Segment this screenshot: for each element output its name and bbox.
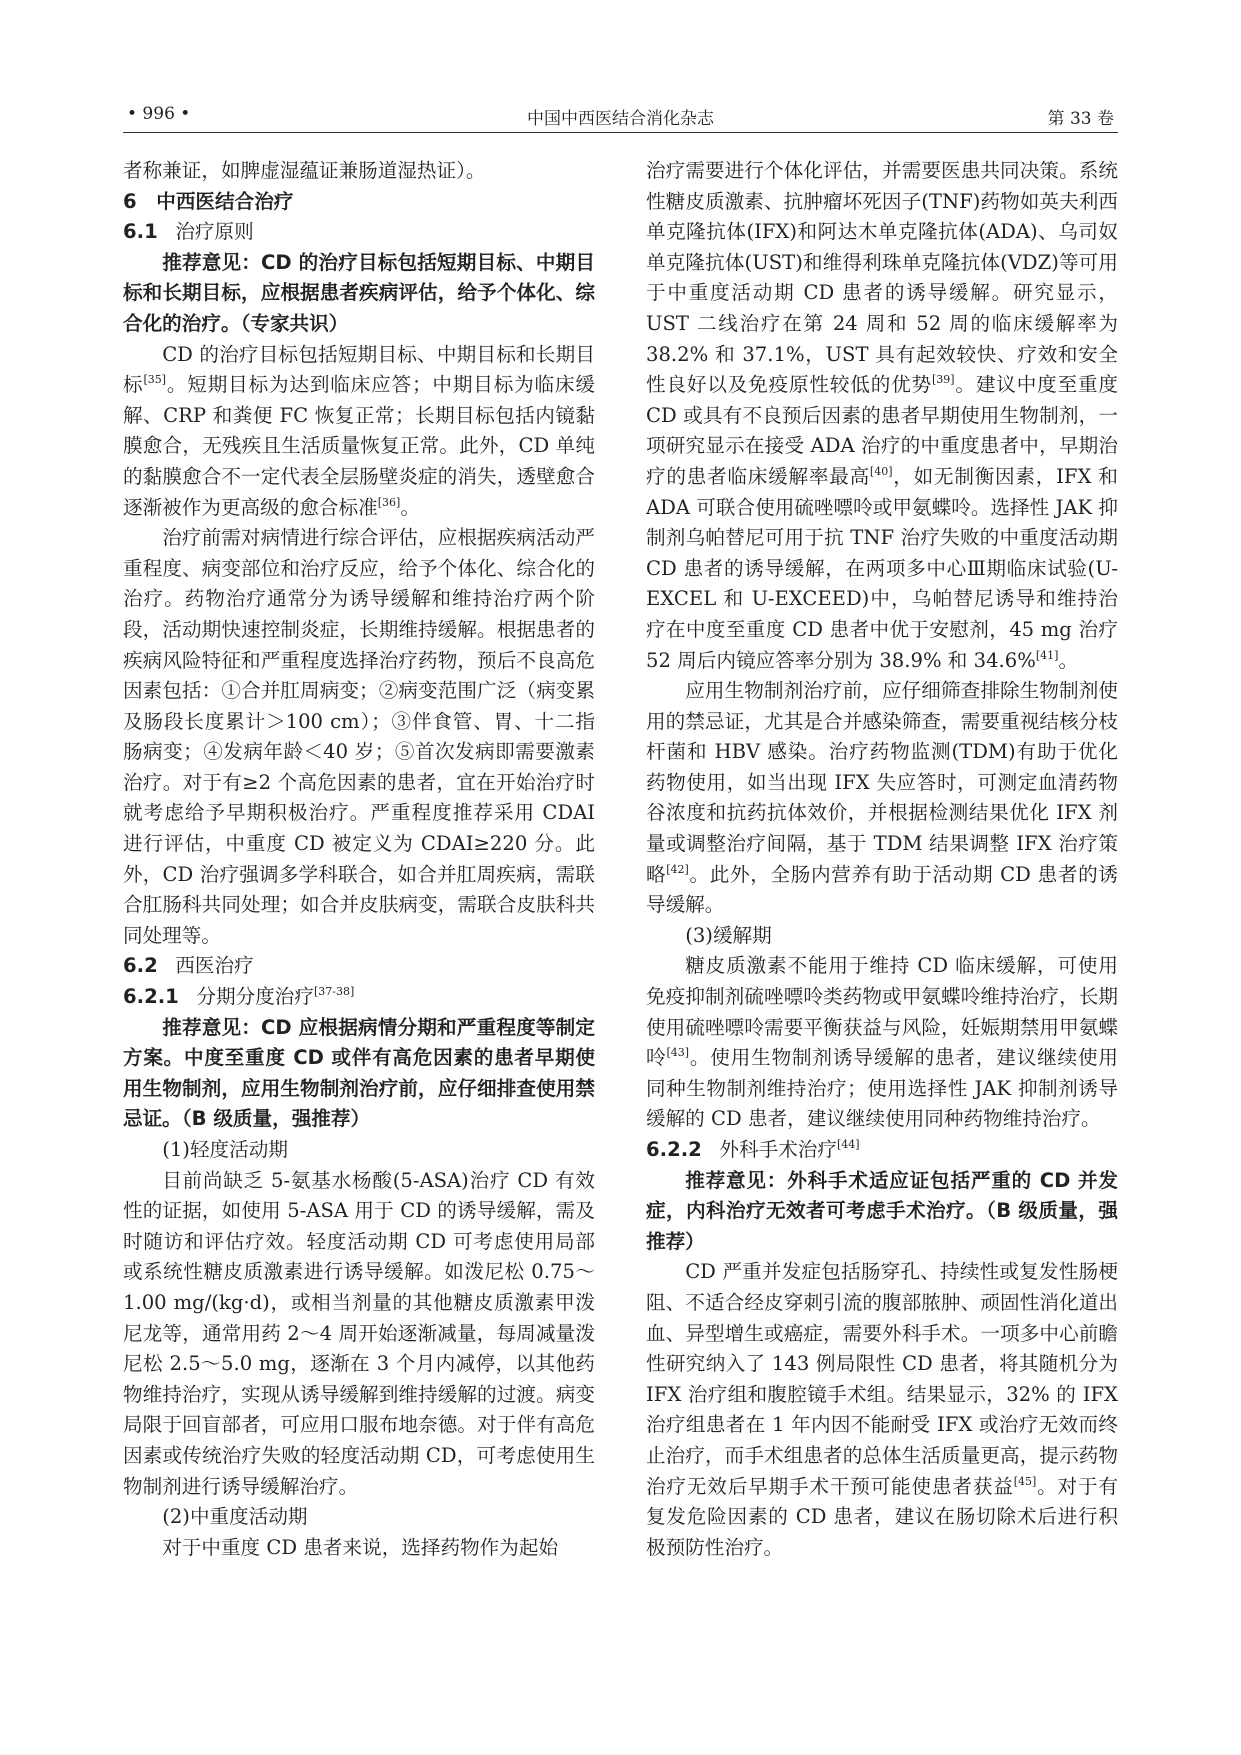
paragraph xyxy=(646,951,1118,1135)
text-run: 治疗需要进行个体化评估，并需要医患共同决策。系统性糖皮质激素、抗肿瘤坏死因子(TNF)药物如英夫利西单克隆抗体(IFX)和阿达木单克隆抗体(ADA)、乌司奴单克隆抗体(UST)和维得利珠单克隆抗体(VDZ)等可用于中重度活动期 CD 患者的诱导缓解。研究显示，UST 二线治疗在第 24 周和 52 周的临床缓解率为 38.2% 和 37.1%，UST 具有起效较快、疗效和安全性良好以及免疫原性较低的优势 xyxy=(646,159,1118,397)
reference-link[interactable]: [44] xyxy=(836,1138,860,1151)
volume-label: 第 33 卷 xyxy=(1047,109,1114,129)
section-number: 6.1 xyxy=(123,220,158,244)
recommendation: 推荐意见：CD 的治疗目标包括短期目标、中期目标和长期目标，应根据患者疾病评估，给予个体化、综合化的治疗。（专家共识） xyxy=(123,250,595,335)
text-run: 。短期目标为达到临床应答；中期目标为临床缓解、CRP 和粪便 FC 恢复正常；长期目标包括内镜黏膜愈合，无残疾且生活质量恢复正常。此外，CD 单纯的黏膜愈合不一定代表全层肠壁炎症的消失，透壁愈合逐渐被作为更高级的愈合标准 xyxy=(123,373,596,519)
text-run: 糖皮质激素不能用于维持 CD 临床缓解，可使用免疫抑制剂硫唑嘌呤类药物或甲氨蝶呤维持治疗，长期使用硫唑嘌呤需要平衡获益与风险，妊娠期禁用甲氨蝶呤 xyxy=(646,954,1118,1070)
reference-link[interactable]: [35] xyxy=(143,373,167,387)
left-column xyxy=(123,156,595,1563)
section-heading-6: 6 中西医结合治疗 xyxy=(123,189,294,213)
section-number: 6.2 xyxy=(123,954,158,978)
section-heading-6-2 xyxy=(123,951,595,982)
paragraph xyxy=(646,676,1118,921)
section-number: 6.2.1 xyxy=(123,985,179,1009)
paragraph xyxy=(646,1257,1118,1563)
recommendation: 推荐意见：CD 应根据病情分期和严重程度等制定方案。中度至重度 CD 或伴有高危因素的患者早期使用生物制剂，应用生物制剂治疗前，应仔细排查使用禁忌证。（B 级质量，强推荐） xyxy=(123,1015,595,1131)
text-run: 应用生物制剂治疗前，应仔细筛查排除生物制剂使用的禁忌证，尤其是合并感染筛查，需要重视结核分枝杆菌和 HBV 感染。治疗药物监测(TDM)有助于优化药物使用，如当出现 IFX 失应答时，可测定血清药物谷浓度和抗药抗体效价，并根据检测结果优化 IFX 剂量或调整治疗间隔，基于 TDM 结果调整 IFX 治疗策略 xyxy=(646,679,1118,886)
paragraph: 目前尚缺乏 5-氨基水杨酸(5-ASA)治疗 CD 有效性的证据，如使用 5-ASA 用于 CD 的诱导缓解，需及时随访和评估疗效。轻度活动期 CD 可考虑使用局部或系统性糖皮质激素进行诱导缓解。如泼尼松 0.75～1.00 mg/(kg·d)，或相当剂量的其他糖皮质激素甲泼尼龙等，通常用药 2～4 周开始逐渐减量，每周减量泼尼松 2.5～5.0 mg，逐渐在 3 个月内减停，以其他药物维持治疗，实现从诱导缓解到维持缓解的过渡。病变局限于回盲部者，可应用口服布地奈德。对于伴有高危因素或传统治疗失败的轻度活动期 CD，可考虑使用生物制剂进行诱导缓解治疗。 xyxy=(123,1168,595,1498)
page-number: • 996 • xyxy=(127,104,191,124)
section-title: 治疗原则 xyxy=(175,220,254,244)
text-run: 。建议中度至重度 CD 或具有不良预后因素的患者早期使用生物制剂，一项研究显示在接受 ADA 治疗的中重度患者中，早期治疗的患者临床缓解率最高 xyxy=(646,373,1119,488)
reference-link[interactable]: [42] xyxy=(666,862,689,876)
reference-link[interactable]: [43] xyxy=(666,1046,690,1060)
paragraph xyxy=(646,156,1118,676)
section-title: 西医治疗 xyxy=(175,954,254,978)
journal-title: 中国中西医结合消化杂志 xyxy=(527,109,714,129)
section-heading-6-2-1 xyxy=(123,982,595,1013)
right-column xyxy=(646,156,1118,1563)
recommendation: 推荐意见：外科手术适应证包括严重的 CD 并发症，内科治疗无效者可考虑手术治疗。（B 级质量，强推荐） xyxy=(646,1168,1118,1253)
paragraph: 者称兼证，如脾虚湿蕴证兼肠道湿热证）。 xyxy=(123,159,486,182)
reference-link[interactable]: [45] xyxy=(1013,1474,1037,1488)
text-run: 。 xyxy=(400,495,420,519)
text-run: 。 xyxy=(1058,648,1079,672)
section-number: 6.2.2 xyxy=(646,1138,702,1161)
text-run: 。对于有复发危险因素的 CD 患者，建议在肠切除术后进行积极预防性治疗。 xyxy=(646,1474,1119,1559)
paragraph: 治疗前需对病情进行综合评估，应根据疾病活动严重程度、病变部位和治疗反应，给予个体化、综合化的治疗。药物治疗通常分为诱导缓解和维持治疗两个阶段，活动期快速控制炎症，长期维持缓解。根据患者的疾病风险特征和严重程度选择治疗药物，预后不良高危因素包括：①合并肛周病变；②病变范围广泛（病变累及肠段长度累计＞100 cm）；③伴食管、胃、十二指肠病变；④发病年龄＜40 岁；⑤首次发病即需要激素治疗。对于有≥2 个高危因素的患者，宜在开始治疗时就考虑给予早期积极治疗。严重程度推荐采用 CDAI 进行评估，中重度 CD 被定义为 CDAI≥220 分。此外，CD 治疗强调多学科联合，如合并肛周疾病，需联合肛肠科共同处理；如合并皮肤病变，需联合皮肤科共同处理等。 xyxy=(123,526,595,947)
reference-link[interactable]: [41] xyxy=(1035,648,1059,662)
subheading-moderate-severe: (2)中重度活动期 xyxy=(162,1505,308,1529)
text-run: 。使用生物制剂诱导缓解的患者，建议继续使用同种生物制剂维持治疗；使用选择性 JAK 抑制剂诱导缓解的 CD 患者，建议继续使用同种药物维持治疗。 xyxy=(646,1046,1119,1131)
page-header xyxy=(123,100,1118,133)
paragraph xyxy=(123,340,595,524)
paragraph: 对于中重度 CD 患者来说，选择药物作为起始 xyxy=(162,1535,559,1559)
reference-link[interactable]: [36] xyxy=(377,495,401,509)
section-heading-6-2-2 xyxy=(646,1135,1118,1166)
subheading-mild: (1)轻度活动期 xyxy=(162,1138,288,1161)
reference-link[interactable]: [37-38] xyxy=(313,985,355,999)
reference-link[interactable]: [40] xyxy=(869,464,893,478)
text-run: ，如无制衡因素，IFX 和 ADA 可联合使用硫唑嘌呤或甲氨蝶呤。选择性 JAK 抑制剂乌帕替尼可用于抗 TNF 治疗失败的中重度活动期 CD 患者的诱导缓解，在两项多中心Ⅲ期临床试验(U-EXCEL 和 U-EXCEED)中，乌帕替尼诱导和维持治疗在中度至重度 CD 患者中优于安慰剂，45 mg 治疗 52 周后内镜应答率分别为 38.9% 和 34.6% xyxy=(646,464,1118,672)
section-title: 分期分度治疗 xyxy=(196,985,314,1009)
subheading-remission: (3)缓解期 xyxy=(685,923,772,947)
section-heading-6-1 xyxy=(123,217,595,248)
text-run: CD 的治疗目标包括短期目标、中期目标和长期目标 xyxy=(123,342,595,397)
section-title: 外科手术治疗 xyxy=(719,1138,837,1161)
text-run: 。此外，全肠内营养有助于活动期 CD 患者的诱导缓解。 xyxy=(646,862,1118,917)
reference-link[interactable]: [39] xyxy=(932,373,955,387)
text-run: CD 严重并发症包括肠穿孔、持续性或复发性肠梗阻、不适合经皮穿刺引流的腹部脓肿、顽固性消化道出血、异型增生或癌症，需要外科手术。一项多中心前瞻性研究纳入了 143 例局限性 CD 患者，将其随机分为 IFX 治疗组和腹腔镜手术组。结果显示，32% 的 IFX 治疗组患者在 1 年内因不能耐受 IFX 或治疗无效而终止治疗，而手术组患者的总体生活质量更高，提示药物治疗无效后早期手术干预可能使患者获益 xyxy=(646,1260,1118,1498)
